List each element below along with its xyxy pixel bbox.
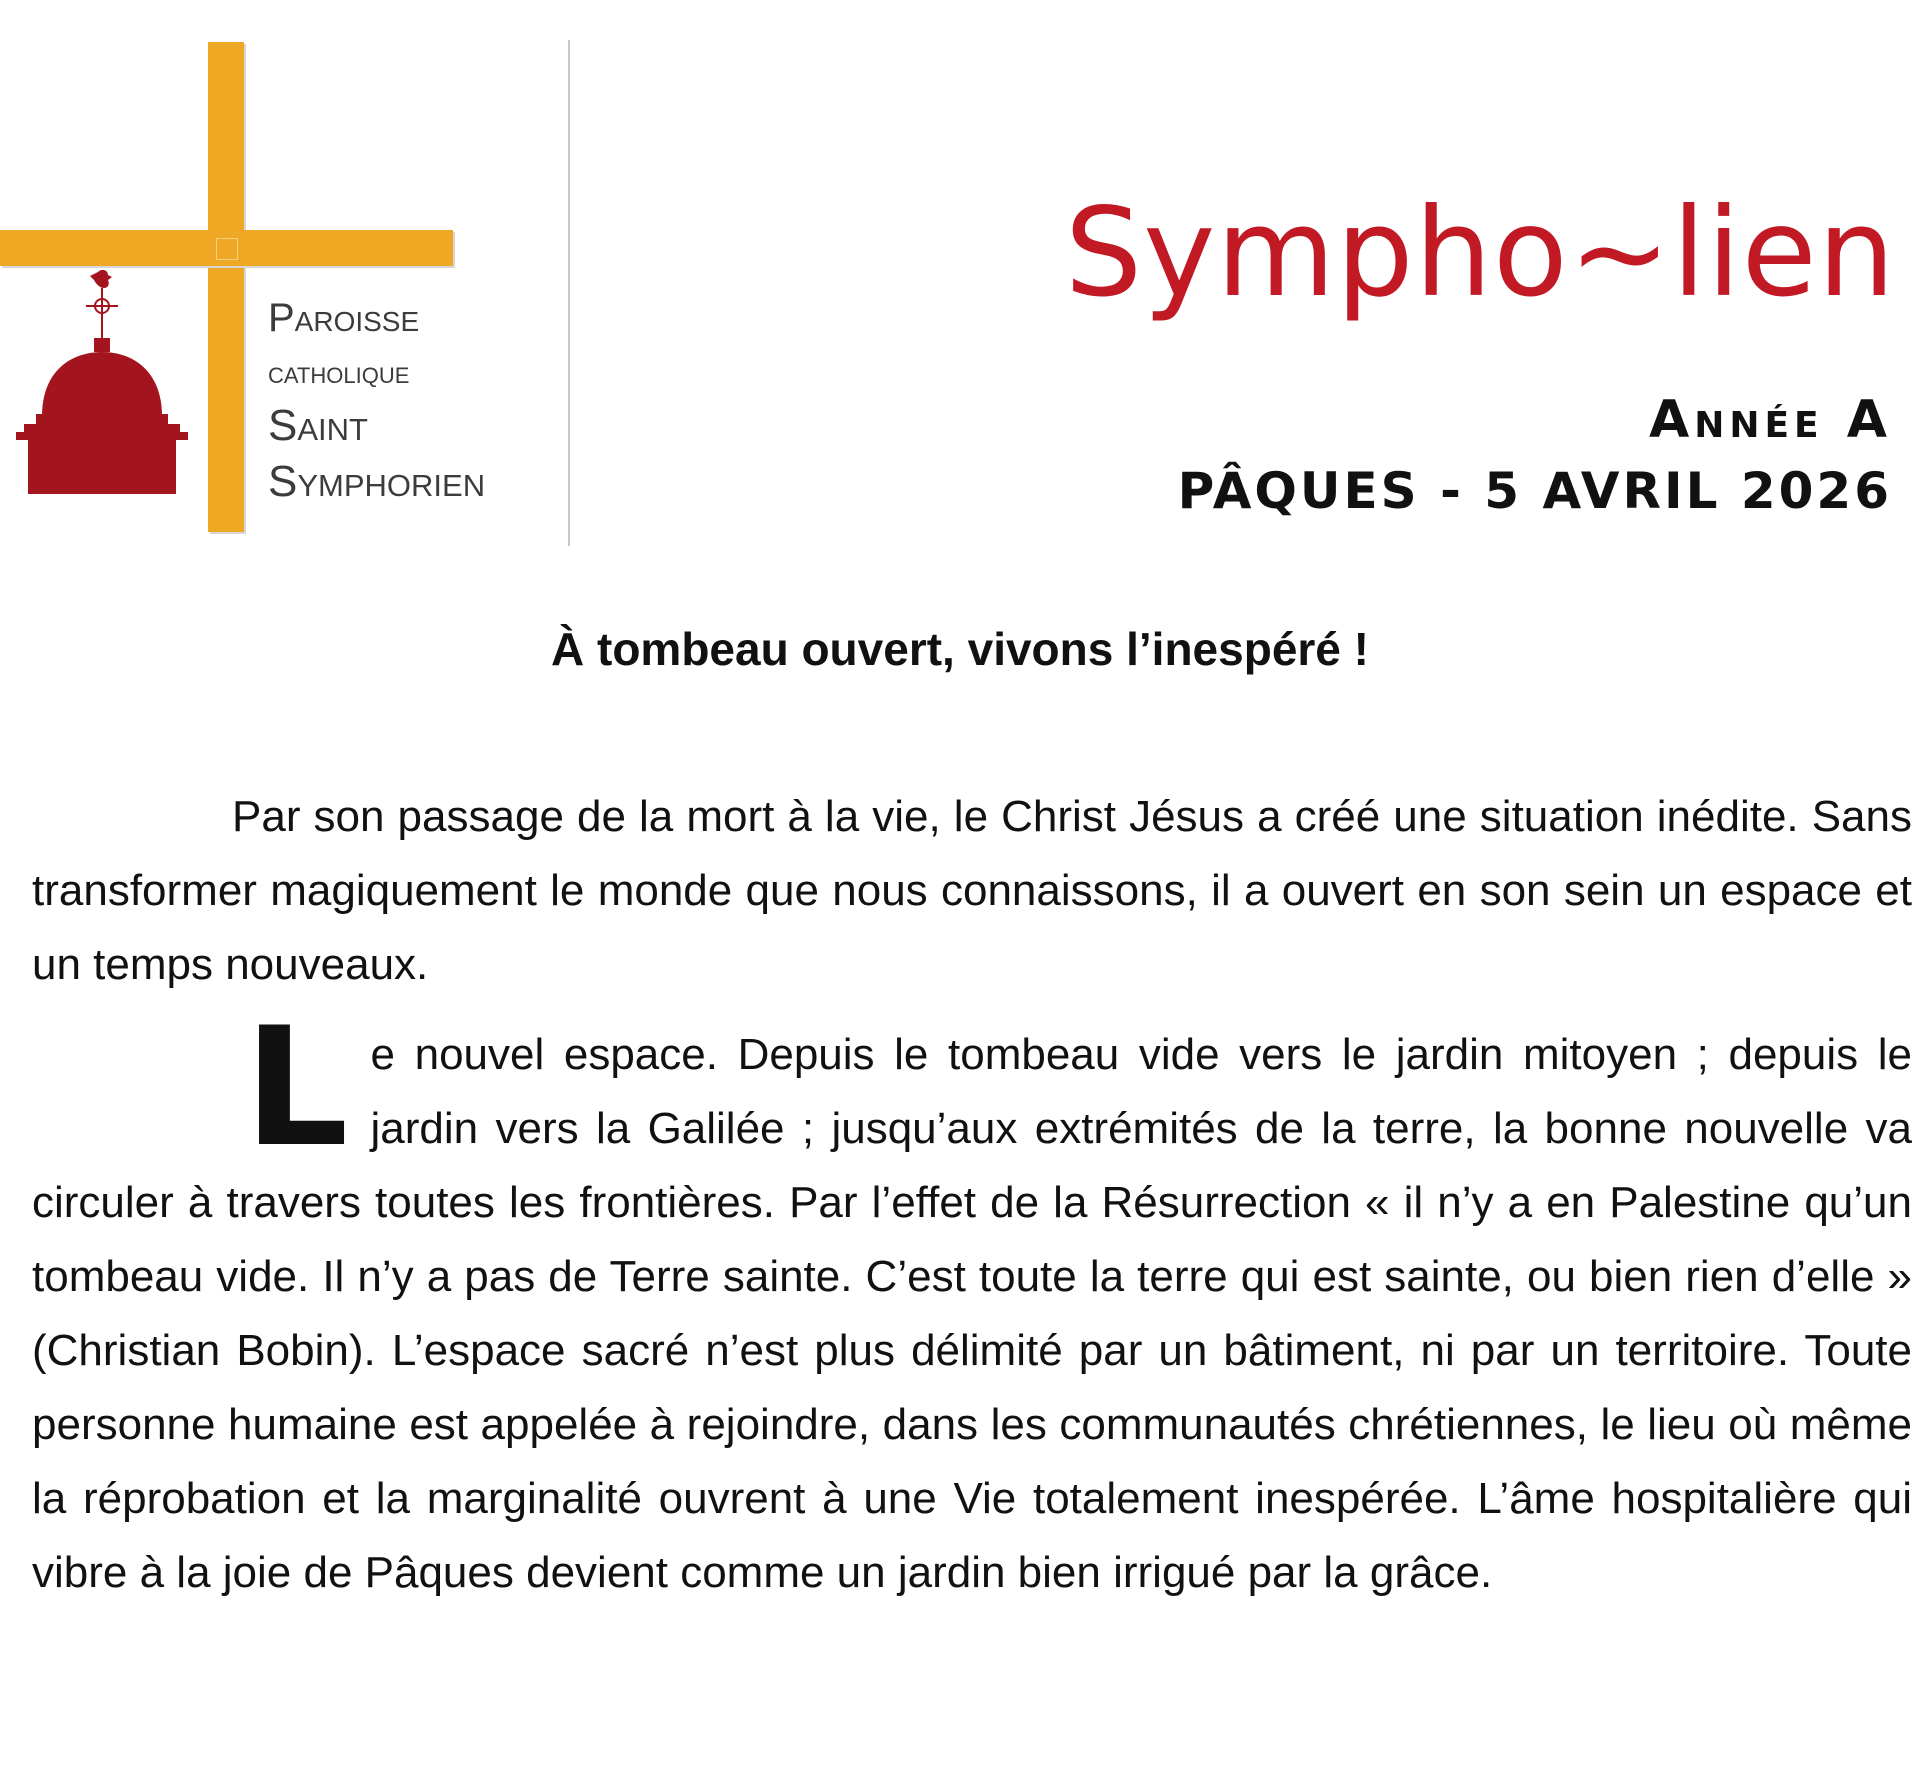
parish-name — [268, 298, 485, 504]
issue-date: PÂQUES - 5 AVRIL 2026 — [1177, 462, 1892, 520]
parish-logo — [0, 40, 600, 560]
logo-divider — [568, 40, 570, 546]
parish-line-3: Saint — [268, 401, 368, 450]
article-headline: À tombeau ouvert, vivons l’inespéré ! — [551, 623, 1369, 675]
article-main-paragraph — [32, 992, 1912, 1610]
parish-line-4: Symphorien — [268, 457, 486, 506]
liturgical-year: Année A — [1648, 390, 1892, 450]
article-intro-paragraph: Par son passage de la mort à la vie, le Christ Jésus a créé une situation inédite. Sans transformer magiquement le monde que nous connaissons, il a ouvert en son sein un espace et un temps nouveaux. — [32, 792, 1912, 989]
article-body — [32, 780, 1912, 1610]
parish-line-1: Paroisse — [268, 296, 420, 340]
church-dome-icon — [16, 268, 191, 508]
drop-cap-letter: L — [244, 992, 349, 1183]
article-main-text: e nouvel espace. Depuis le tombeau vide vers le jardin mitoyen ; depuis le jardin vers la Galilée ; jusqu’aux extrémités de la terre, la bonne nouvelle va circuler à travers toutes les frontières. Par l’effet de la Résurrection « il n’y a en Palestine qu’un tombeau vide. Il n’y a pas de Terre sainte. C’est toute la terre qui est sainte, ou bien rien d’elle » (Christian Bobin). L’espace sacré n’est plus délimité par un bâtiment, ni par un territoire. Toute personne humaine est appelée à rejoindre, dans les communautés chrétiennes, le lieu où même la réprobation et la marginalité ouvrent à une Vie totalement inespérée. L’âme hospitalière qui vibre à la joie de Pâques devient comme un jardin bien irrigué par la grâce. — [32, 1030, 1912, 1597]
parish-line-2: catholique — [268, 354, 410, 390]
cross-vertical-beam — [208, 42, 244, 532]
cross-center-mark — [216, 238, 238, 260]
newsletter-title: Sympho~lien — [1064, 182, 1896, 324]
